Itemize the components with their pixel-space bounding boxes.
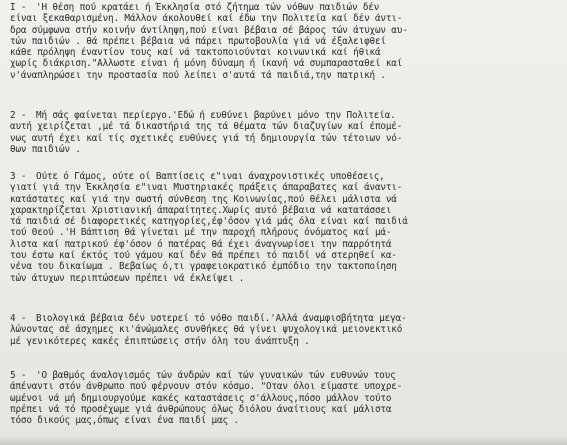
paragraph-number: I - (10, 2, 27, 13)
paragraph-1 (0, 2, 567, 81)
paragraph-2 (0, 110, 567, 155)
paragraph-3 (0, 171, 567, 284)
text-line: 2 - Μή σάς φαίνεται περίεργο.'Εδώ ή ευθύνει βαρύνει μόνο την Πολιτεία. (10, 110, 396, 121)
paragraph-number: 3 - (10, 171, 27, 182)
paragraph-4 (0, 313, 567, 347)
text-line: 5 - 'Ο βαθμός άναλογισμός τών άνδρών καί τών γυναικών τών ευθυνών τους (10, 370, 396, 381)
text-line: τόσο δικούς μας,όπως είναι ένα παιδί μας . (10, 415, 239, 427)
text-line: ν'άναπληρώσει την προστασία πού λείπει σ'αυτά τά παιδιά,την πατρική . (10, 69, 386, 81)
paragraph-number: 5 - (10, 370, 27, 381)
text-line: πρέπει νά τό προσέχωμε γιά άνθρώπους όλως διόλου άναίτιους καί μάλιστα (10, 403, 392, 415)
text-line: τών άτυχων περιπτώσεων πρέπει νά έκλείψει . (10, 272, 245, 284)
text-line: γιατί γιά την Έκκλησία ε"ιναι Μυστηριακές πράξεις άπαραβατες καί άναντι- (10, 182, 403, 194)
text-line: λώνοντας σέ άσχημες κι'άνώμαλες συνθήκες θά γίνει ψυχολογικά μειονεκτικό (10, 324, 403, 336)
text-line: αυτή χειρίζεται ,μέ τά δικαστήριά της τά θέματα τών διαζυγίων καί έπομέ- (10, 121, 403, 133)
text-line: I - 'Η θέση πού κρατάει ή Έκκλησία στό ζήτημα τών νόθων παιδιών δέν (10, 2, 380, 13)
text-line: είναι ξεκαθαρισμένη. Μάλλον άκολουθεί καί έδω την Πολιτεία καί δέν άντι- (10, 13, 403, 25)
text-line: 4 - Βιολογικά βέβαια δέν υστερεί τό νόθο παιδί.'Αλλά άναμφισβήτητα μεγα- (10, 313, 407, 324)
text-line: χωρίς διάκριση."Αλλωστε είναι ή μόνη δύναμη ή ίκανή νά συμπαρασταθεί καί (10, 58, 403, 70)
text-line: λιστα καί πατρικού έφ'όσον ό πατέρας θά έχει άναγνωρίσει την παρρότητά (10, 238, 392, 250)
paragraph-number: 2 - (10, 110, 27, 121)
text-line: χαρακτηρίζεται Χριστιανική άπαραίτητες.Χωρίς αυτό βέβαια νά κατατάσσει (10, 204, 392, 216)
text-line: μέ γενικότερες κακές έπιπτώσεις στήν όλη του άνάπτυξη . (10, 335, 310, 347)
text-line: άπέναντι στόν άνθρωπο πού φέρνουν στόν κόσμο. "Οταν όλοι είμαστε υποχρε- (10, 381, 403, 393)
text-line: του έστω καί έκτός τού γάμου καί δέν θά πρέπει τό παιδί νά στερηθεί κα- (10, 250, 397, 262)
text-line: δρα σύμφωνα στήν κοινήν άντίληψη,πού είναι βέβαια σέ βάρος τών άτυχων αυ- (10, 24, 408, 36)
text-line: τού Θεού .'Η Βάπτιση θά γίνεται μέ την παροχή πλήρους όνόματος καί μά- (10, 227, 392, 239)
text-line: νένα του δικαίωμα . Βεβαίως ό,τι γραφειοκρατικό έμπόδιο την τακτοποίηση (10, 261, 397, 273)
text-line: κάθε πρόληψη έναντίον τους καί νά τακτοποιούνται κοινωνικά καί ήθικά (10, 47, 381, 59)
text-line: ωμένοι νά μή δημιουργούμε κακές καταστάσεις σ'άλλους,πόσο μάλλον τούτο (10, 392, 392, 404)
text-line: τών παιδιών . θά πρέπει βέβαια νά πάρει πρωτοβουλία γιά νά έξαλειφθεί (10, 35, 386, 47)
paragraph-5 (0, 370, 567, 426)
text-line: κατάστατες καί γιά την σωστή σύνθεση της Κοινωνίας,πού θέλει μάλιστα νά (10, 193, 397, 205)
text-line: τά παιδιά σέ διαφορετικές κατηγορίες,έφ'όσον γιά μάς όλα είναι καί παιδιά (10, 216, 408, 228)
page-edge-shadow (0, 435, 567, 445)
paragraph-number: 4 - (10, 313, 27, 324)
text-line: νως αυτή έχει καί τίς σχετικές ευθύνες γιά τή δημιουργία τών τέτοιων νό- (10, 132, 403, 144)
text-line: θων παιδιών . (10, 143, 81, 155)
text-line: 3 - Ούτε ό Γάμος, ούτε οί Βαπτίσεις ε"ιναι άναχρονιστικές υποθέσεις, (10, 171, 385, 182)
